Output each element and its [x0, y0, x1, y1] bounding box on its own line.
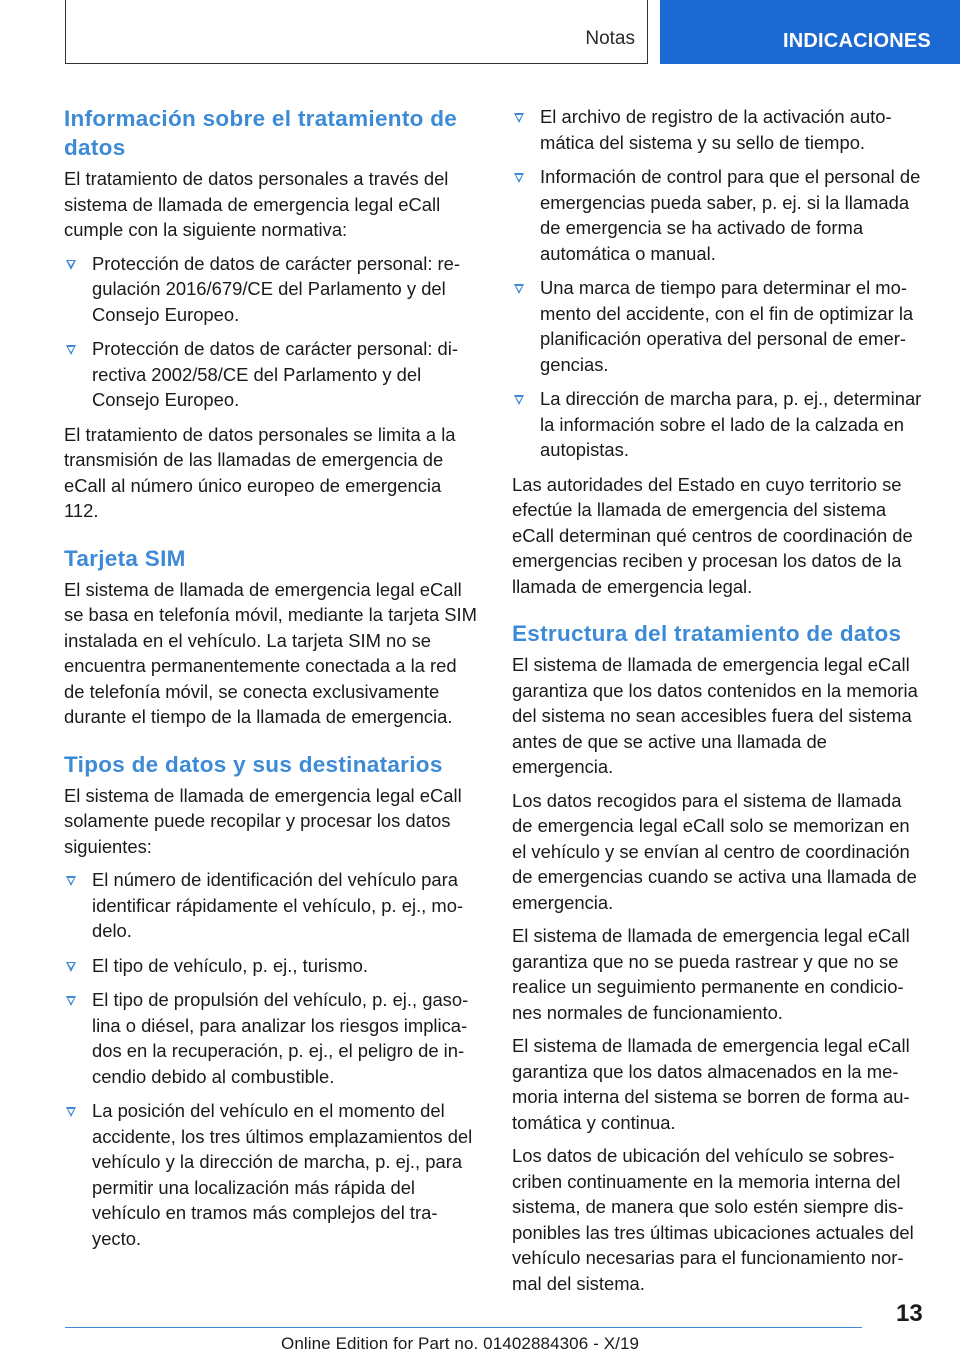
list-item-text: La dirección de marcha para, p. ej., determinar la información sobre el lado de la calzada en autopistas. [540, 388, 922, 460]
bullet-arrow-icon [66, 260, 76, 270]
bullet-arrow-icon [514, 173, 524, 183]
paragraph: Las autoridades del Estado en cuyo territorio se efectúe la llamada de emergencia del sistema eCall determinan qué centros de coordinación de emergencias reciben y procesan los datos de la llamada de emergencia legal. [512, 473, 913, 597]
right-column [512, 104, 926, 1304]
list-item-text: Protección de datos de carácter personal: directiva 2002/58/CE del Parlamento y del Consejo Europeo. [92, 338, 458, 410]
page-number: 13 [896, 1300, 923, 1327]
list-item-text: Protección de datos de carácter personal: regulación 2016/679/CE del Parlamento y del Consejo Europeo. [92, 252, 461, 325]
list-item-text: Una marca de tiempo para determinar el momento del accidente, con el fin de optimizar la planificación operativa del personal de emergencias. [540, 277, 914, 375]
bullet-arrow-icon [66, 962, 76, 972]
paragraph: El sistema de llamada de emergencia legal eCall solamente puede recopilar y procesar los datos siguientes: [64, 784, 462, 857]
footer-edition: Online Edition for Part no. 01402884306 - X/19 [281, 1334, 640, 1353]
bullet-arrow-icon [514, 113, 524, 123]
list-item [512, 275, 926, 377]
list-item-text: El tipo de vehículo, p. ej., turismo. [92, 954, 368, 976]
paragraph: Los datos de ubicación del vehículo se sobrescriben continuamente en la memoria interna del sistema, de manera que solo estén siempre disponibles las tres últimas ubicaciones actuales del vehículo necesarias para el funcionamiento normal del sistema. [512, 1145, 914, 1294]
bullet-arrow-icon [514, 395, 524, 405]
left-column [64, 104, 478, 1260]
paragraph: El tratamiento de datos personales a través del sistema de llamada de emergencia legal eCall cumple con la siguiente normativa: [64, 168, 449, 240]
header-chapter-label: Notas [585, 28, 635, 49]
list-item [64, 336, 478, 413]
list-item-text: Información de control para que el personal de emergencias pueda saber, p. ej. si la llamada de emergencia se ha activado de forma automática o manual. [540, 166, 921, 264]
section-title-data-structure: Estructura del tratamiento de datos [512, 621, 902, 646]
list-item-text: El tipo de propulsión del vehículo, p. ej., gasolina o diésel, para analizar los riesgos implicados en la recuperación, p. ej., el peligro de incendio debido al combustible. [92, 989, 469, 1087]
list-item-text: El archivo de registro de la activación automática del sistema y su sello de tiempo. [540, 106, 892, 153]
header-chapter-box [65, 0, 648, 64]
list-item [512, 386, 926, 463]
bullet-arrow-icon [66, 996, 76, 1006]
bullet-arrow-icon [66, 345, 76, 355]
list-item [512, 164, 926, 266]
list-item [64, 1098, 478, 1251]
paragraph: El tratamiento de datos personales se limita a la transmisión de las llamadas de emergencia de eCall al número único europeo de emergencia 112. [64, 423, 456, 521]
list-item [64, 867, 478, 944]
list-item [64, 251, 478, 328]
paragraph: Los datos recogidos para el sistema de llamada de emergencia legal eCall solo se memorizan en el vehículo y se envían al centro de coordinación de emergencias cuando se activa una llamada de emergencia. [512, 789, 917, 913]
paragraph: El sistema de llamada de emergencia legal eCall garantiza que no se pueda rastrear y que no se realice un seguimiento permanente en condiciones normales de funcionamiento. [512, 925, 910, 1023]
section-title-data-types: Tipos de datos y sus destinatarios [64, 751, 443, 777]
section-title-data-processing: Información sobre el tratamiento de datos [64, 106, 458, 160]
paragraph: El sistema de llamada de emergencia legal eCall garantiza que los datos almacenados en la memoria interna del sistema se borren de forma automática y continua. [512, 1035, 910, 1133]
paragraph: El sistema de llamada de emergencia legal eCall se basa en telefonía móvil, mediante la tarjeta SIM instalada en el vehículo. La tarjeta SIM no se encuentra permanentemente conectada a la red de telefonía móvil, se conecta exclusivamente durante el tiempo de la llamada de emergencia. [64, 578, 477, 727]
list-item-text: La posición del vehículo en el momento del accidente, los tres últimos emplazamientos del vehículo y la dirección de marcha, p. ej., para permitir una localización más rápida del vehículo en tramos más complejos del trayecto. [92, 1100, 473, 1249]
list-item-text: El número de identificación del vehículo para identificar rápidamente el vehículo, p. ej., modelo. [92, 869, 464, 941]
section-title-sim-card: Tarjeta SIM [64, 545, 186, 571]
list-item [64, 987, 478, 1089]
header-section-tab: INDICACIONES [660, 0, 960, 64]
list-item [512, 104, 926, 155]
footer-divider [65, 1327, 862, 1328]
bullet-arrow-icon [66, 876, 76, 886]
paragraph: El sistema de llamada de emergencia legal eCall garantiza que los datos contenidos en la memoria del sistema no sean accesibles fuera del sistema antes de que se active una llamada de emergencia. [512, 654, 918, 777]
list-item [64, 953, 478, 979]
bullet-arrow-icon [514, 284, 524, 294]
bullet-arrow-icon [66, 1107, 76, 1117]
